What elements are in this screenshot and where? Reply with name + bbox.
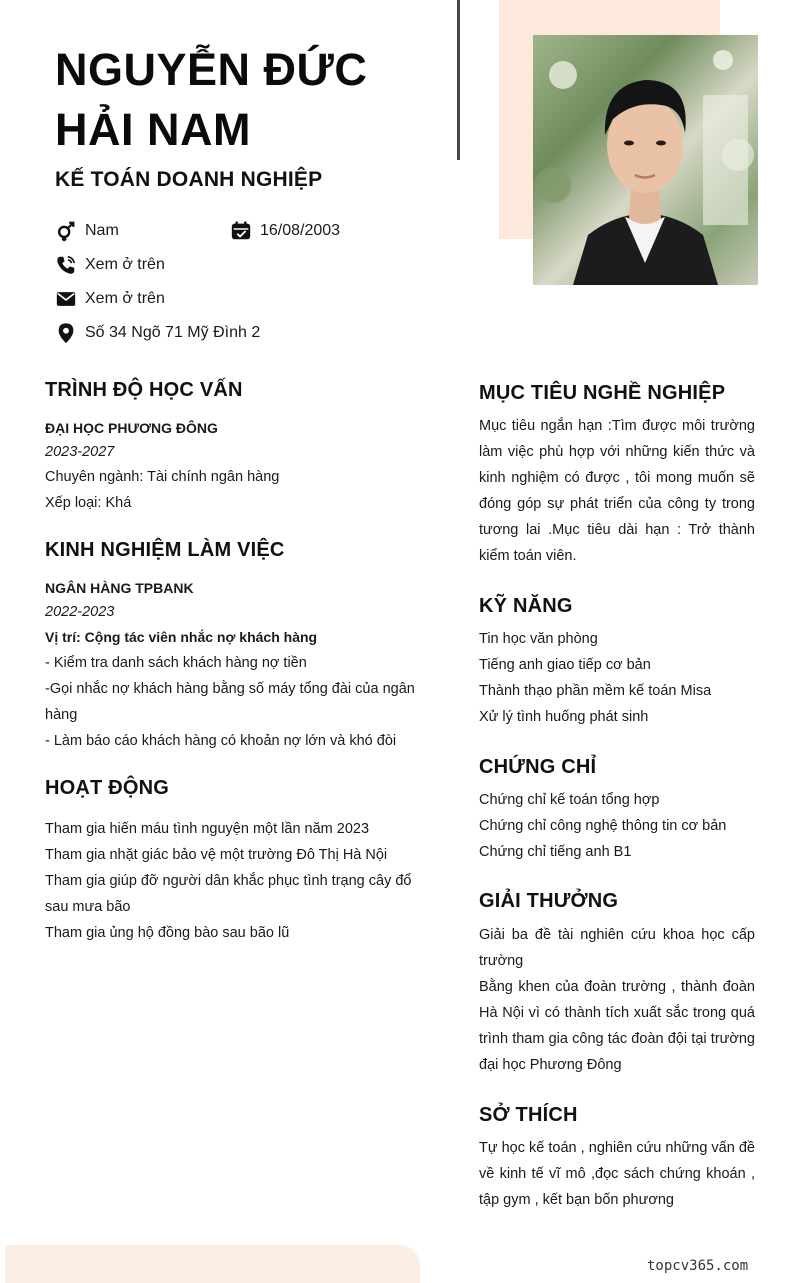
experience-duty: - Làm báo cáo khách hàng có khoản nợ lớn và khó đòi [45,733,397,749]
header-divider-line [457,0,460,160]
objective-title: MỤC TIÊU NGHỀ NGHIỆP [479,382,726,404]
activity-item: Tham gia ủng hộ đồng bào sau bão lũ [45,925,290,941]
certificates-title: CHỨNG CHỈ [479,756,597,778]
education-rank: Xếp loại: Khá [45,495,132,511]
education-title: TRÌNH ĐỘ HỌC VẤN [45,379,243,401]
experience-position: Vị trí: Cộng tác viên nhắc nợ khách hàng [45,629,318,645]
activities-title: HOẠT ĐỘNG [45,777,170,799]
gender-row [55,218,119,244]
birthday-value: 16/08/2003 [260,222,341,239]
email-row [55,286,165,312]
certificate-item: Chứng chỉ tiếng anh B1 [479,844,632,860]
education-period: 2023-2027 [45,444,115,460]
email-value[interactable]: Xem ở trên [85,290,165,307]
portrait-illustration [533,35,758,285]
awards-title: GIẢI THƯỞNG [479,890,619,912]
experience-duty: - Kiểm tra danh sách khách hàng nợ tiền [45,655,307,671]
skill-item: Tin học văn phòng [479,631,598,647]
skill-item: Tiếng anh giao tiếp cơ bản [479,657,651,673]
footer-accent-block [5,1245,420,1283]
award-item: Giải ba đề tài nghiên cứu khoa học cấp trường [479,927,755,969]
hobbies-text: Tự học kế toán , nghiên cứu những vấn đề về kinh tế vĩ mô ,đọc sách chứng khoán , tập gym , kết bạn bốn phương [479,1140,755,1208]
experience-period: 2022-2023 [45,604,115,620]
certificate-item: Chứng chỉ công nghệ thông tin cơ bản [479,818,727,834]
objective-text: Mục tiêu ngắn hạn :Tìm được môi trường làm việc phù hợp với những kiến thức và kinh nghiệm có được , tôi mong muốn sẽ đóng góp sự phát triển của công ty trong tương lai .Mục tiêu dài hạn : Trở thành kiểm toán viên. [479,418,755,564]
phone-row [55,252,165,278]
experience-duty: -Gọi nhắc nợ khách hàng bằng số máy tổng đài của ngân hàng [45,681,415,723]
skill-item: Thành thạo phần mềm kế toán Misa [479,683,712,699]
activity-item: Tham gia hiến máu tình nguyện một lần năm 2023 [45,821,370,837]
award-item: Bằng khen của đoàn trường , thành đoàn Hà Nội vì có thành tích xuất sắc trong quá trình tham gia công tác đoàn đội tại trường đại học Phương Đông [479,979,755,1073]
birthday-row [230,218,340,244]
location-pin-icon [55,322,77,344]
activity-item: Tham gia nhặt giác bảo vệ một trường Đô Thị Hà Nội [45,847,388,863]
gender-icon [55,220,77,242]
calendar-icon [230,220,252,242]
education-major: Chuyên ngành: Tài chính ngân hàng [45,469,280,485]
experience-company: NGÂN HÀNG TPBANK [45,580,194,596]
address-row [55,320,260,346]
skills-title: KỸ NĂNG [479,595,573,617]
education-school: ĐẠI HỌC PHƯƠNG ĐÔNG [45,420,218,436]
job-title: KẾ TOÁN DOANH NGHIỆP [55,168,323,191]
skill-item: Xử lý tình huống phát sinh [479,709,649,725]
envelope-icon [55,288,77,310]
hobbies-title: SỞ THÍCH [479,1104,578,1126]
footer-site-name[interactable]: topcv365.com [647,1258,749,1274]
certificate-item: Chứng chỉ kế toán tổng hợp [479,792,660,808]
phone-value[interactable]: Xem ở trên [85,256,165,273]
profile-photo [533,35,758,285]
phone-icon [55,254,77,276]
activity-item: Tham gia giúp đỡ người dân khắc phục tình trạng cây đổ sau mưa bão [45,873,412,915]
experience-title: KINH NGHIỆM LÀM VIỆC [45,539,285,561]
address-value: Số 34 Ngõ 71 Mỹ Đình 2 [85,324,261,341]
candidate-name: NGUYỄN ĐỨC HẢI NAM [55,44,368,155]
gender-value: Nam [85,222,119,239]
